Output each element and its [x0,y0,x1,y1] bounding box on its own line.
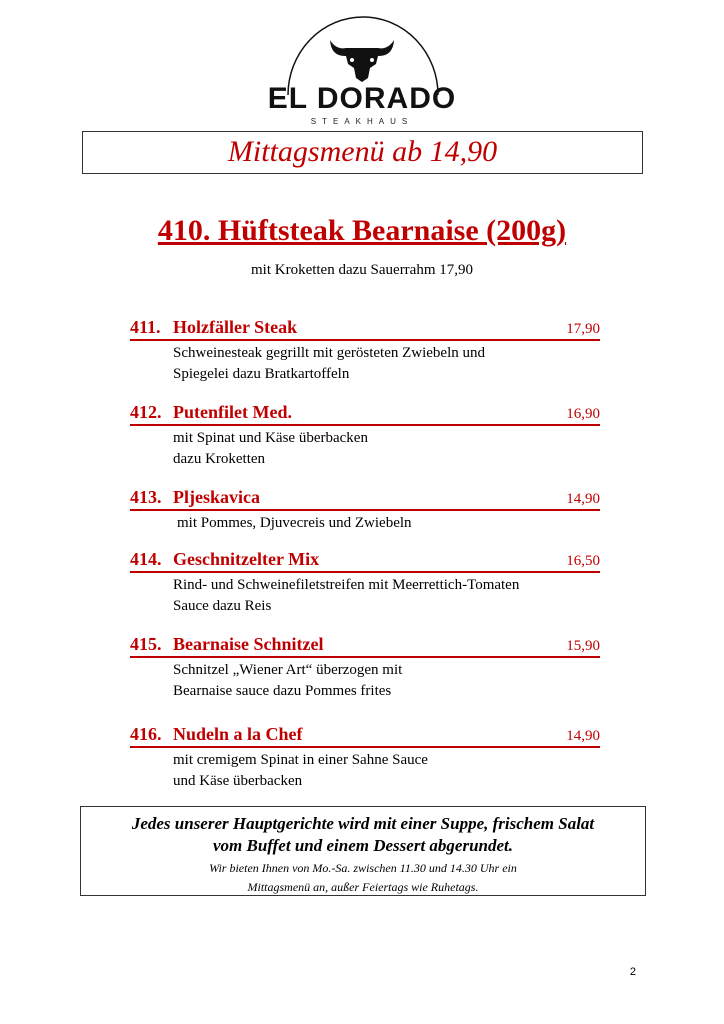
item-name: Holzfäller Steak [173,317,298,337]
desc-line: Rind- und Schweinefiletstreifen mit Meerrettich-Tomaten [173,577,520,593]
footer-note-line: Mittagsmenü an, außer Feiertags wie Ruhetags. [247,880,479,894]
menu-title: Mittagsmenü ab 14,90 [227,135,498,168]
item-name: Bearnaise Schnitzel [173,634,324,654]
item-description [173,750,600,792]
item-name: Putenfilet Med. [173,402,292,422]
item-number: 414. [130,549,162,569]
item-description [173,513,600,534]
menu-title-box [82,131,643,174]
menu-item-header [130,724,600,748]
footer-main-text [81,813,645,857]
footer-line: Jedes unserer Hauptgerichte wird mit einer Suppe, frischem Salat [131,814,595,833]
desc-line: und Käse überbacken [173,773,303,789]
desc-line: mit Spinat und Käse überbacken [173,430,368,446]
item-name: Pljeskavica [173,487,260,507]
menu-item-header [130,402,600,426]
item-number: 415. [130,634,162,654]
item-number: 416. [130,724,162,744]
item-price: 14,90 [566,728,600,744]
menu-item-header [130,317,600,341]
item-name: Nudeln a la Chef [173,724,303,744]
desc-line: Spiegelei dazu Bratkartoffeln [173,366,350,382]
menu-item-header [130,634,600,658]
desc-line: Bearnaise sauce dazu Pommes frites [173,683,392,699]
footer-line: vom Buffet und einem Dessert abgerundet. [212,836,514,855]
item-name: Geschnitzelter Mix [173,549,320,569]
menu-item [130,317,600,385]
item-number: 413. [130,487,162,507]
item-description [173,660,600,702]
brand-name: EL DORADO [267,82,457,115]
item-description [173,428,600,470]
menu-item [130,724,600,792]
item-price: 15,90 [566,638,600,654]
item-price: 17,90 [566,321,600,337]
menu-item [130,634,600,702]
menu-item [130,549,600,617]
feature-dish-title: 410. Hüftsteak Bearnaise (200g) [157,214,567,247]
brand-subtitle: STEAKHAUS [310,117,414,126]
item-number: 412. [130,402,162,422]
item-description [173,343,600,385]
bull-head-icon [330,40,394,82]
item-price: 16,90 [566,406,600,422]
desc-line: mit Pommes, Djuvecreis und Zwiebeln [177,515,412,531]
desc-line: Schweinesteak gegrillt mit gerösteten Zwiebeln und [173,345,485,361]
item-number: 411. [130,317,161,337]
desc-line: mit cremigem Spinat in einer Sahne Sauce [173,752,428,768]
desc-line: Sauce dazu Reis [173,598,272,614]
item-price: 14,90 [566,491,600,507]
feature-dish-desc: mit Kroketten dazu Sauerrahm 17,90 [250,262,474,278]
menu-item-header [130,487,600,511]
menu-item [130,402,600,470]
footer-note-line: Wir bieten Ihnen von Mo.-Sa. zwischen 11.30 und 14.30 Uhr ein [209,861,517,875]
footer-info-box [80,806,646,896]
page-number: 2 [629,966,636,978]
item-price: 16,50 [566,553,600,569]
menu-item [130,487,600,534]
menu-item-header [130,549,600,573]
footer-note [81,859,645,897]
desc-line: Schnitzel „Wiener Art“ überzogen mit [173,662,403,678]
item-description [173,575,600,617]
desc-line: dazu Kroketten [173,451,266,467]
